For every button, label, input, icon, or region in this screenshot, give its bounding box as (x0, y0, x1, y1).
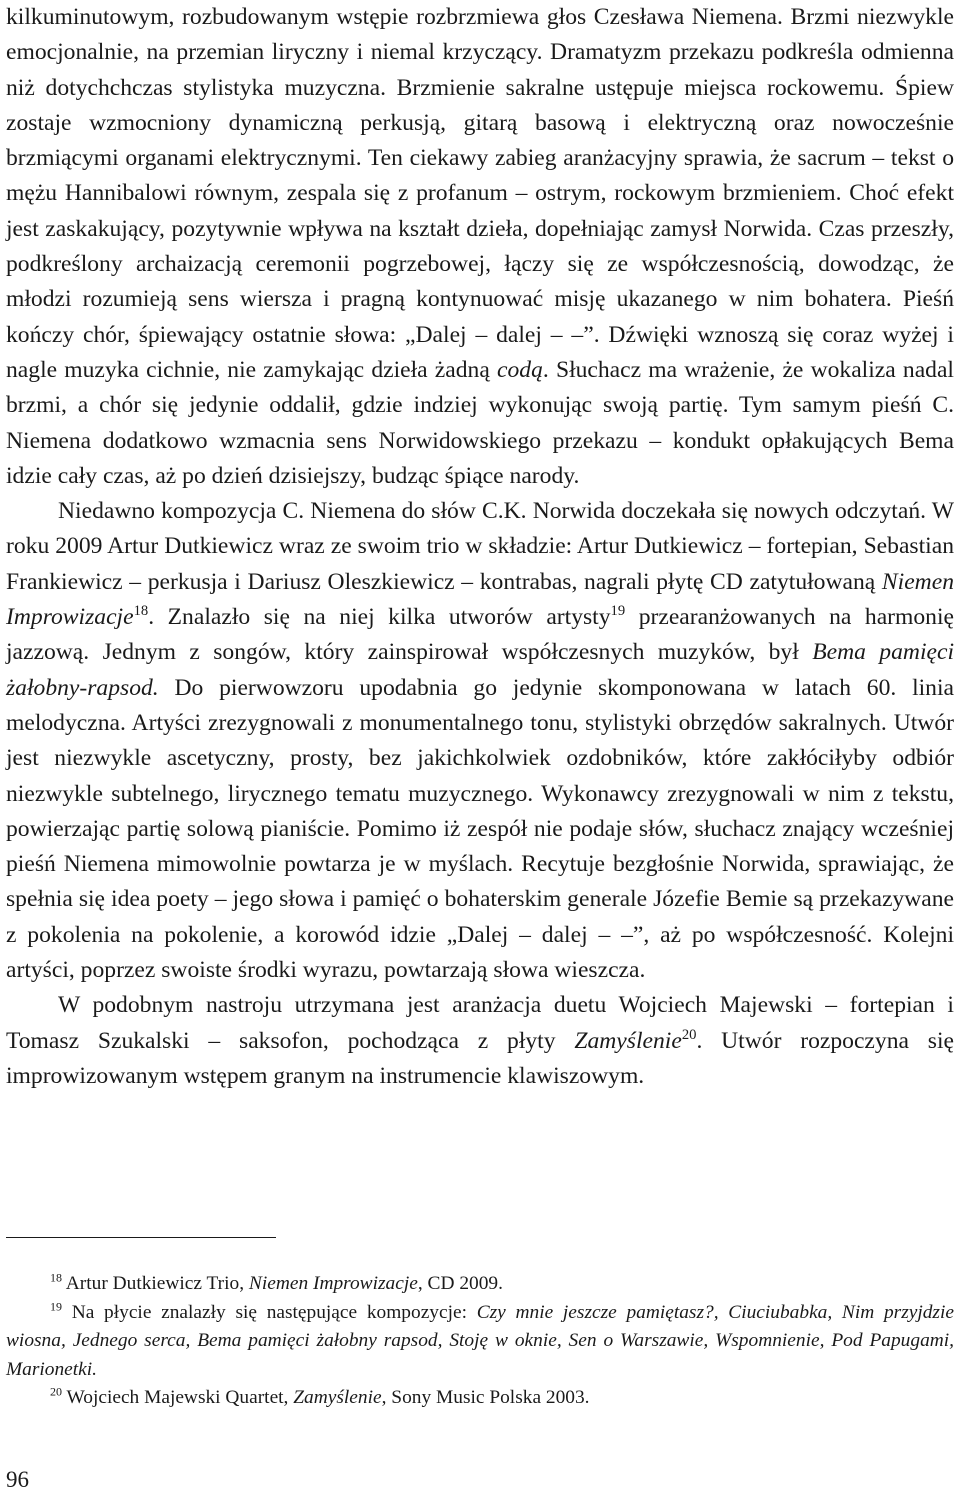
album-title: Niemen Improwizacje (6, 568, 954, 631)
footnote-ref-20: 20 (681, 1026, 697, 1043)
footnotes (6, 1270, 954, 1413)
text-run: . Utwór rozpoczyna się improwizowanym wstępem granym na instrumencie klawiszowym. (6, 1027, 954, 1089)
album-title: Zamyślenie (574, 1027, 682, 1054)
text-run: . Znalazło się na niej kilka utworów artysty (148, 604, 611, 631)
text-run: przearanżowanych na harmonię jazzową. Jednym z songów, który zainspirował współczesnych muzyków, był (6, 604, 954, 666)
text-run: Na płycie znalazły się następujące kompozycje: (62, 1301, 477, 1323)
song-title: Bema pamięci żałobny-rapsod. (6, 639, 954, 701)
footnote-20 (6, 1384, 954, 1413)
footnote-number: 19 (50, 1299, 63, 1314)
text-run: Niedawno kompozycja C. Niemena do słów C.K. Norwida doczekała się nowych odczytań. W roku 2009 Artur Dutkiewicz wraz ze swoim trio w składzie: Artur Dutkiewicz – fortepian, Sebastian Frankiewicz – perkusja i Dariusz Oleszkiewicz – kontrabas, nagrali płytę CD zatytułowaną (6, 498, 954, 595)
text-run: W podobnym nastroju utrzymana jest aranżacja duetu Wojciech Majewski – fortepian i Tomasz Szukalski – saksofon, pochodząca z płyty (6, 992, 954, 1054)
text-run: Do pierwowzoru upodabnia go jedynie skomponowana w latach 60. linia melodyczna. Artyści zrezygnowali z monumentalnego tonu, stylistyki obrzędów sakralnych. Utwór jest niezwykle ascetyczny, prosty, bez jakichkolwiek ozdobników, które zakłóciłyby odbiór niezwykle subtelnego, lirycznego tematu muzycznego. Wykonawcy zrezygnowali w nim z tekstu, powierzając partię solową pianiście. Pomimo iż zespół nie podaje słów, słuchacz znający wcześniej pieśń Niemena mimowolnie powtarza je w myślach. Recytuje bezgłośnie Norwida, sprawiając, że spełnia się idea poety – jego słowa i pamięć o bohaterskim generale Józefie Bemie są przekazywane z pokolenia na pokolenie, a korowód idzie „Dalej – dalej – –”, aż po współczesność. Kolejni artyści, poprzez swoiste środki wyrazu, powtarzają słowa wieszcza. (6, 674, 954, 984)
footnote-divider (6, 1237, 276, 1238)
document-page (6, 0, 954, 1094)
italic-run: Zamyślenie (293, 1387, 382, 1409)
paragraph-1 (6, 0, 954, 494)
text-run: . Słuchacz ma wrażenie, że wokaliza nadal brzmi, a chór się jedynie oddalił, gdzie indziej wykonując swoją partię. Tym samym pieśń C. Niemena dodatkowo wzmacnia sens Norwidowskiego przekazu – kondukt opłakujących Bema idzie cały czas, aż po dzień dzisiejszy, budząc śpiące narody. (6, 356, 954, 489)
italic-run: codą (497, 356, 543, 383)
footnote-ref-18: 18 (133, 603, 149, 620)
text-run: , Sony Music Polska 2003. (381, 1387, 590, 1409)
italic-run: Niemen Improwizacje (248, 1273, 418, 1294)
footnote-number: 18 (50, 1270, 63, 1285)
footnote-18 (6, 1270, 954, 1299)
footnote-19 (6, 1299, 954, 1385)
footnote-number: 20 (50, 1384, 63, 1399)
text-run: , CD 2009. (417, 1273, 503, 1294)
page-number: 96 (6, 1467, 29, 1492)
paragraph-2 (6, 494, 954, 988)
footnote-ref-19: 19 (610, 603, 626, 620)
text-run: Artur Dutkiewicz Trio, (62, 1273, 249, 1294)
italic-run: Czy mnie jeszcze pamiętasz?, Ciuciubabka, Nim przyjdzie wiosna, Jednego serca, Bema pamięci żałobny rapsod, Stoję w oknie, Sen o Warszawie, Wspomnienie, Pod Papugami, Marionetki. (6, 1301, 954, 1380)
text-run: kilkuminutowym, rozbudowanym wstępie rozbrzmiewa głos Czesława Niemena. Brzmi niezwykle emocjonalnie, na przemian liryczny i niemal krzyczący. Dramatyzm przekazu podkreśla odmienna niż dotychchczas stylistyka muzyczna. Brzmienie sakralne ustępuje miejsca rockowemu. Śpiew zostaje wzmocniony dynamiczną perkusją, gitarą basową i elektryczną oraz nowocześnie brzmiącymi organami elektrycznymi. Ten ciekawy zabieg aranżacyjny sprawia, że sacrum – tekst o mężu Hannibalowi równym, zespala się z profanum – ostrym, rockowym brzmieniem. Choć efekt jest zaskakujący, pozytywnie wpływa na kształt dzieła, dopełniając zamysł Norwida. Czas przeszły, podkreślony archaizacją ceremonii pogrzebowej, łączy się ze współczesnością, dowodząc, że młodzi rozumieją sens wiersza i pragną kontynuować misję ukazanego w nim bohatera. Pieśń kończy chór, śpiewający ostatnie słowa: „Dalej – dalej – –”. Dźwięki wznoszą się coraz wyżej i nagle muzyka cichnie, nie zamykając dzieła żadną (6, 4, 954, 383)
paragraph-3 (6, 988, 954, 1094)
main-text (6, 0, 954, 1094)
text-run: Wojciech Majewski Quartet, (62, 1387, 294, 1409)
